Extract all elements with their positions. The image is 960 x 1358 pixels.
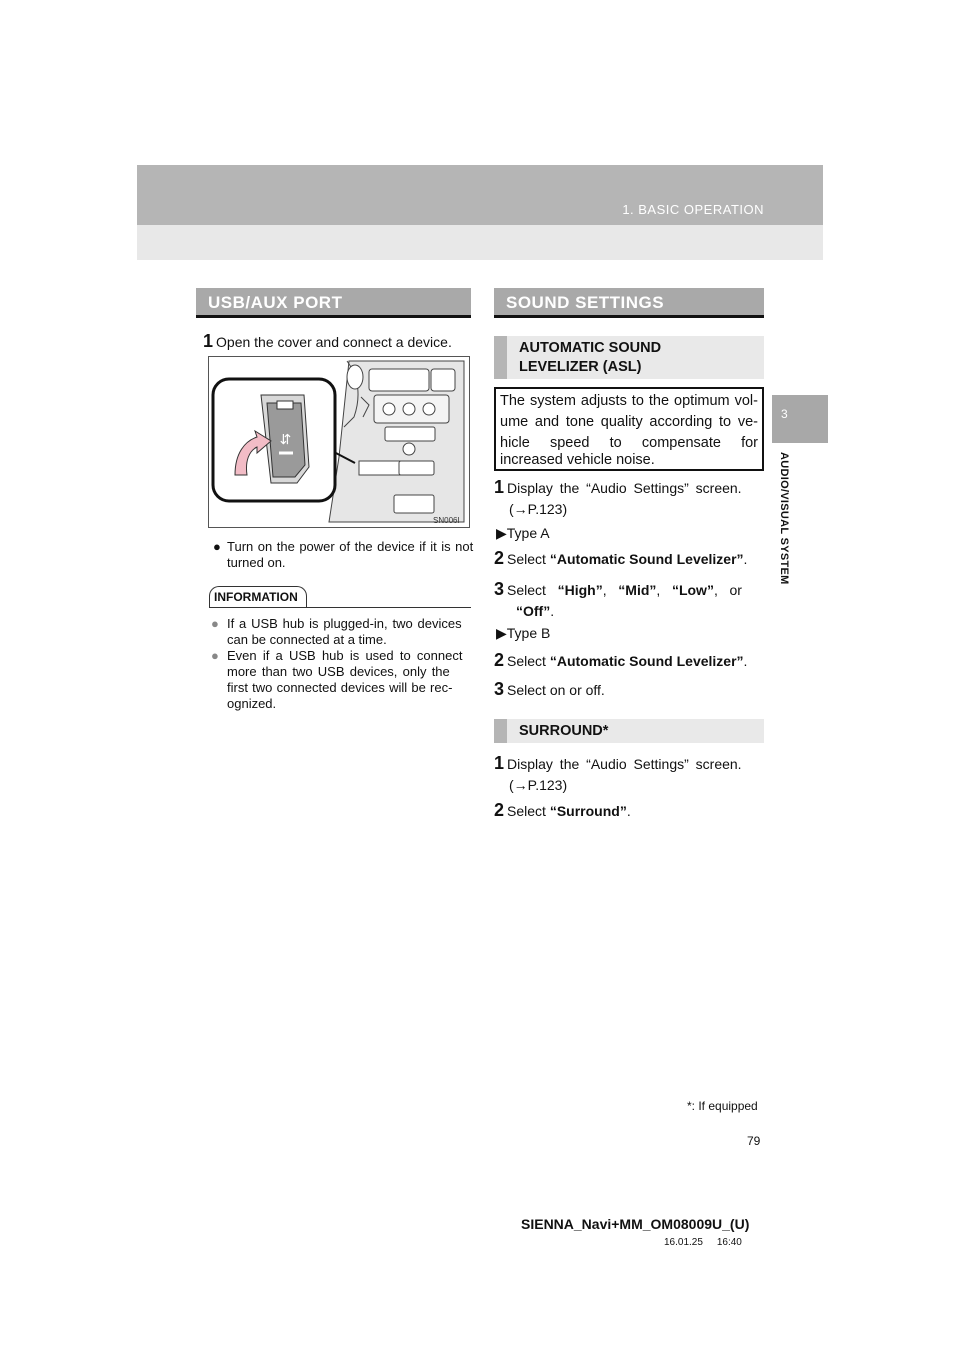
surround-step-2 (494, 799, 631, 822)
info-item-1 (211, 616, 462, 647)
option-high: “High” (557, 582, 603, 598)
step-number: 1 (494, 477, 505, 497)
document-timestamp: 16.01.25 16:40 (664, 1237, 742, 1248)
type-a-label: ▶Type A (496, 525, 550, 541)
document-id: SIENNA_Navi+MM_OM08009U_(U) (521, 1216, 750, 1232)
info-2-line-1: Even if a USB hub is used to connect (227, 648, 463, 663)
step-text: Display the “Audio Settings” screen. (507, 756, 742, 772)
surround-subheading (494, 719, 764, 743)
info-item-2 (211, 648, 463, 711)
chapter-number: 3 (781, 407, 788, 421)
header-subband (137, 225, 823, 260)
usb-aux-heading (196, 288, 471, 318)
chapter-side-label (772, 452, 796, 602)
type-b-label: ▶Type B (496, 625, 551, 641)
subheading-bar (494, 336, 507, 379)
asl-desc-line-1: The system adjusts to the optimum vol- (500, 393, 758, 409)
asl-step-b3 (494, 678, 605, 701)
option-surround: “Surround” (549, 803, 627, 819)
info-1-line-2: can be connected at a time. (227, 632, 387, 647)
chapter-tab[interactable] (772, 395, 828, 443)
select-text: Select (507, 653, 546, 669)
period: . (743, 653, 748, 669)
option-asl: “Automatic Sound Levelizer” (549, 551, 744, 567)
svg-text:⇆: ⇆ (277, 433, 293, 445)
info-2-line-3: first two connected devices will be rec- (227, 680, 453, 695)
asl-description-box (494, 387, 764, 471)
step-text: Select on or off. (507, 682, 605, 698)
figure-code: SN006I (433, 516, 460, 525)
asl-desc-line-3: hicle speed to compensate for (500, 435, 758, 451)
type-a-text: Type A (506, 525, 550, 541)
asl-subheading (494, 336, 764, 379)
bullet-line-2: turned on. (227, 555, 286, 570)
dashboard-drawing (209, 357, 469, 527)
subheading-bar (494, 719, 507, 743)
option-mid: “Mid” (618, 582, 657, 598)
type-b-text: Type B (506, 625, 551, 641)
information-label (209, 586, 307, 608)
chapter-label: AUDIO/VISUAL SYSTEM (778, 452, 790, 585)
period: . (743, 551, 748, 567)
info-bullet-icon: ● (211, 648, 219, 663)
step-number: 2 (494, 548, 505, 568)
option-off: “Off” (516, 603, 551, 619)
period: . (626, 803, 631, 819)
asl-step-a3: 3 Select “High”, “Mid”, “Low”, or (494, 579, 742, 599)
info-1-line-1: If a USB hub is plugged-in, two devices (227, 616, 462, 631)
step-number: 1 (203, 331, 214, 351)
usb-port-illustration (208, 356, 470, 528)
step-number: 2 (494, 800, 505, 820)
step-number: 1 (494, 753, 505, 773)
section-title: 1. BASIC OPERATION (622, 202, 764, 217)
option-low: “Low” (671, 582, 714, 598)
asl-step-1 (494, 476, 764, 499)
footnote: *: If equipped (687, 1099, 758, 1113)
step-text: Open the cover and connect a device. (216, 334, 452, 350)
select-text: Select (507, 803, 546, 819)
bullet-icon: ● (213, 539, 221, 554)
info-2-line-2: more than two USB devices, only the (227, 664, 450, 679)
info-2-line-4: ognized. (227, 696, 277, 711)
asl-step-b2 (494, 649, 747, 672)
sound-settings-title: SOUND SETTINGS (506, 293, 665, 312)
asl-step-a2 (494, 547, 747, 570)
surround-step-1-ref: (→P.123) (509, 777, 568, 793)
asl-desc-line-2: ume and tone quality according to ve- (500, 414, 758, 430)
step-text: Display the “Audio Settings” screen. (507, 480, 742, 496)
asl-desc-line-4: increased vehicle noise. (500, 452, 655, 468)
step-number: 3 (494, 679, 505, 699)
sound-settings-heading (494, 288, 764, 318)
asl-step-a3-off: “Off”. (516, 603, 555, 619)
option-asl: “Automatic Sound Levelizer” (549, 653, 744, 669)
surround-step-1 (494, 752, 764, 775)
asl-step-1-ref: (→P.123) (509, 501, 568, 517)
bullet-power (213, 539, 474, 555)
step-number: 3 (494, 579, 505, 599)
information-rule (209, 607, 471, 608)
asl-heading-line-1: AUTOMATIC SOUND (519, 340, 662, 356)
surround-heading-text: SURROUND* (519, 723, 609, 739)
usb-step-1 (203, 330, 452, 353)
bullet-line-1: Turn on the power of the device if it is not (227, 539, 474, 554)
information-text: INFORMATION (214, 590, 298, 604)
info-bullet-icon: ● (211, 616, 219, 631)
asl-heading-line-2: LEVELIZER (ASL) (519, 359, 642, 375)
select-text: Select (507, 582, 546, 598)
page-number: 79 (747, 1134, 761, 1148)
usb-aux-title: USB/AUX PORT (208, 293, 343, 312)
select-text: Select (507, 551, 546, 567)
step-number: 2 (494, 650, 505, 670)
or-text: or (729, 582, 742, 598)
